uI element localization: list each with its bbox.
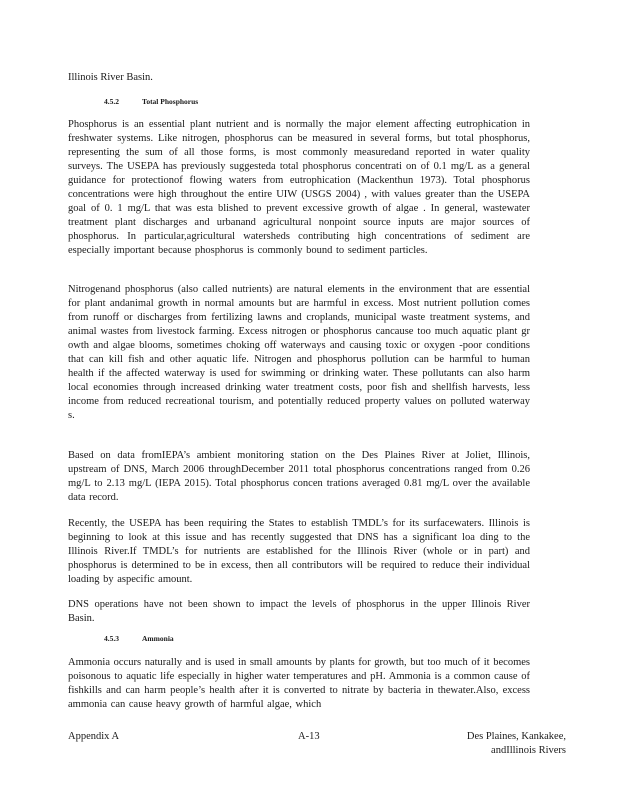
section-number: 4.5.2 [104,97,119,106]
section-title: Ammonia [142,634,174,643]
section-heading-phosphorus [104,97,198,107]
paragraph-tmdl: Recently, the USEPA has been requiring the States to establish TMDL’s for its surfacewaters. Illinois is beginning to look at this issue and has recently suggested that DNS has a significant loa ding to the Illinois River.If TMDL’s for nutrients are established for the Illinois River (whole or in part) and phosphorus is determined to be in excess, then all contributors will be required to reduce their individual loading by aspecific amount. [68,518,530,585]
paragraph-ammonia: Ammonia occurs naturally and is used in small amounts by plants for growth, but too much of it becomes poisonous to aquatic life especially in higher water temperatures and pH. Ammonia is a common cause of fishkills and can harm people’s health after it is converted to nitrate by bacteria in thewater.Also, excess ammonia can cause heavy growth of harmful algae, which [68,657,530,710]
footer-appendix: Appendix A [68,731,120,742]
paragraph-phosphorus-overview: Phosphorus is an essential plant nutrient and is normally the major element affecting eutrophication in freshwater systems. Like nitrogen, phosphorus can be measured in several forms, but total phosphorus, representing the sum of all those forms, is most commonly measuredand reported in water quality surveys. The USEPA has previously suggesteda total phosphorus concentrati on of 0.1 mg/L as a general guidance for protectionof flowing waters from eutrophication (Mackenthun 1973). Total phosphorus concentrations were high throughout the entire UIW (USGS 2004) , with values greater than the USEPA goal of 0. 1 mg/L that was esta blished to prevent excessive growth of algae . In general, wastewater treatment plant discharges and urbanand agricultural nonpoint source inputs are major sources of phosphorus. In particular,agricultural watersheds contributing high concentrations of sediment are especially important because phosphorus is commonly bound to sediment particles. [68,119,530,256]
paragraph-joliet-data: Based on data fromIEPA’s ambient monitoring station on the Des Plaines River at Joliet, Illinois, upstream of DNS, March 2006 throughDecember 2011 total phosphorus concentrations ranged from 0.26 mg/L to 2.13 mg/L (IEPA 2015). Total phosphorus concen trations averaged 0.81 mg/L over the available data record. [68,450,530,503]
footer-page-number: A-13 [298,731,320,742]
section-number: 4.5.3 [104,634,119,643]
section-heading-ammonia [104,634,174,644]
intro-line: Illinois River Basin. [68,72,153,83]
paragraph-nutrients: Nitrogenand phosphorus (also called nutrients) are natural elements in the environment that are essential for plant andanimal growth in normal amounts but are harmful in excess. Most nutrient pollution comes from runoff or discharges from fertilizing lawns and croplands, municipal waste treatment systems, and animal wastes from livestock farming. Excess nitrogen or phosphorus cancause too much aquatic plant gr owth and algae blooms, sometimes choking off waterways and causing toxic or oxygen -poor conditions that can kill fish and other aquatic life. Nitrogen and phosphorus pollution can be harmful to human health if the affected waterway is used for swimming or drinking water. These pollutants can also harm local economies through increased drinking water treatment costs, poor fish and shellfish harvests, less income from reduced recreational tourism, and potentially reduced property values on polluted waterway s. [68,284,530,421]
paragraph-dns-operations: DNS operations have not been shown to impact the levels of phosphorus in the upper Illinois River Basin. [68,599,530,624]
section-title: Total Phosphorus [142,97,199,106]
footer-river-title: Des Plaines, Kankakee, andIllinois Rivers [466,731,566,756]
